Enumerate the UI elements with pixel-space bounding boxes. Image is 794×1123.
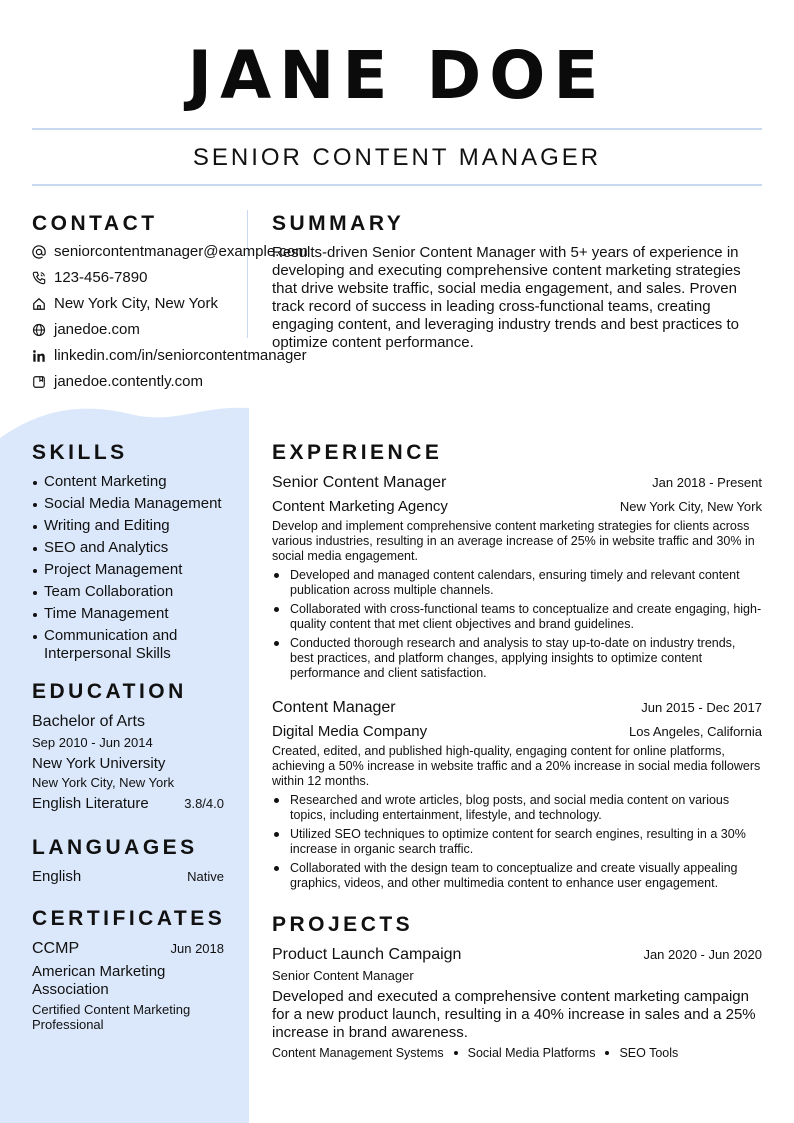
- summary-heading: SUMMARY: [272, 212, 405, 235]
- education-heading: EDUCATION: [32, 680, 187, 703]
- list-item: Time Management: [32, 605, 244, 623]
- project-tags: [272, 1045, 762, 1061]
- job-title: Content Manager: [272, 699, 396, 716]
- list-item: SEO and Analytics: [32, 539, 244, 557]
- experience-job-1: [272, 473, 762, 685]
- phone-icon: [32, 271, 46, 285]
- home-icon: [32, 297, 46, 311]
- education-gpa: 3.8/4.0: [184, 796, 224, 811]
- experience-heading: EXPERIENCE: [272, 441, 443, 464]
- certificate-name: CCMP: [32, 940, 80, 957]
- skills-list: [32, 473, 244, 667]
- job-location: New York City, New York: [619, 499, 762, 514]
- job-description: Develop and implement comprehensive content marketing strategies for clients across various industries, resulting in an average increase of 25% in website traffic and 30% in social media engagement.: [272, 519, 755, 563]
- job-bullets: [272, 793, 762, 891]
- list-item: Writing and Editing: [32, 517, 244, 535]
- education-dates: Sep 2010 - Jun 2014: [32, 735, 153, 750]
- education-location: New York City, New York: [32, 775, 175, 790]
- job-location: Los Angeles, California: [629, 724, 762, 739]
- globe-icon: [32, 323, 46, 337]
- list-item: Collaborated with cross-functional teams to conceptualize and create engaging, high-quality content that met client objectives and brand guidelines.: [272, 602, 762, 632]
- list-item: Conducted thorough research and analysis to stay up-to-date on industry trends, best practices, and platform changes, applying insights to optimize content performance and client satisfaction.: [272, 636, 762, 681]
- job-company: Digital Media Company: [272, 723, 428, 740]
- language-name: English: [32, 868, 82, 885]
- tag-separator: [605, 1051, 609, 1055]
- certificate-issuer: American Marketing Association: [32, 963, 166, 998]
- experience-job-2: [272, 698, 762, 895]
- projects-heading: PROJECTS: [272, 913, 414, 936]
- project-dates: Jan 2020 - Jun 2020: [643, 947, 762, 962]
- certificates-heading: CERTIFICATES: [32, 907, 226, 930]
- contact-location-text: New York City, New York: [54, 295, 218, 312]
- project-tag: Content Management Systems: [272, 1046, 444, 1060]
- education-entry: [32, 712, 224, 813]
- project-tag: Social Media Platforms: [467, 1046, 596, 1060]
- contact-linkedin-text: linkedin.com/in/seniorcontentmanager: [54, 347, 307, 364]
- job-description: Created, edited, and published high-quality, engaging content for online platforms, achieving a 50% increase in website traffic and a 20% increase in social media followers within 12 months.: [272, 744, 761, 788]
- education-degree: Bachelor of Arts: [32, 713, 145, 730]
- list-item: Team Collaboration: [32, 583, 244, 601]
- contact-linkedin[interactable]: [32, 345, 307, 367]
- contact-location: [32, 293, 218, 315]
- list-item: Utilized SEO techniques to optimize content for search engines, resulting in a 30% increase in organic search traffic.: [272, 827, 762, 857]
- project-role: Senior Content Manager: [272, 968, 414, 983]
- job-company: Content Marketing Agency: [272, 498, 448, 515]
- education-school: New York University: [32, 755, 166, 772]
- contact-email-text: seniorcontentmanager@example.com: [54, 243, 308, 260]
- certificate-description: Certified Content Marketing Professional: [32, 1002, 191, 1032]
- project-name: Product Launch Campaign: [272, 946, 462, 963]
- project-tag: SEO Tools: [619, 1046, 679, 1060]
- languages-heading: LANGUAGES: [32, 836, 198, 859]
- contact-portfolio-text: janedoe.contently.com: [54, 373, 203, 390]
- list-item: Researched and wrote articles, blog posts, and social media content on various topics, including entertainment, lifestyle, and technology.: [272, 793, 762, 823]
- list-item: Developed and managed content calendars, ensuring timely and relevant content publication across multiple channels.: [272, 568, 762, 598]
- header-divider-top: [32, 128, 762, 130]
- summary-text: Results-driven Senior Content Manager with 5+ years of experience in developing and executing comprehensive content marketing strategies that drive website traffic, social media engagement, and sales. Proven track record of success in leading cross-functional teams, creating engaging content, and leveraging industry trends and best practices to optimize content performance.: [272, 244, 741, 351]
- at-icon: [32, 245, 46, 259]
- contact-heading: CONTACT: [32, 212, 158, 235]
- portfolio-icon: [32, 375, 46, 389]
- column-divider: [247, 210, 248, 338]
- job-dates: Jun 2015 - Dec 2017: [641, 700, 762, 715]
- list-item: Content Marketing: [32, 473, 244, 491]
- contact-email[interactable]: [32, 241, 308, 263]
- project-description: Developed and executed a comprehensive content marketing campaign for a new product launch, resulting in a 40% increase in sales and a 25% increase in brand awareness.: [272, 988, 756, 1041]
- candidate-title: SENIOR CONTENT MANAGER: [192, 144, 602, 171]
- certificate-entry: [32, 939, 224, 1032]
- tag-separator: [454, 1051, 458, 1055]
- job-bullets: [272, 568, 762, 681]
- contact-portfolio[interactable]: [32, 371, 203, 393]
- list-item: Social Media Management: [32, 495, 244, 513]
- skills-heading: SKILLS: [32, 441, 128, 464]
- contact-phone[interactable]: [32, 267, 147, 289]
- list-item: Project Management: [32, 561, 244, 579]
- contact-website[interactable]: [32, 319, 140, 341]
- certificate-date: Jun 2018: [170, 941, 224, 956]
- project-entry: [272, 945, 762, 1061]
- header-divider-bottom: [32, 184, 762, 186]
- list-item: Collaborated with the design team to conceptualize and create visually appealing graphics, videos, and other multimedia content to enhance user engagement.: [272, 861, 762, 891]
- language-row: [32, 867, 224, 886]
- language-level: Native: [187, 869, 224, 884]
- job-title: Senior Content Manager: [272, 474, 447, 491]
- list-item: Communication and Interpersonal Skills: [32, 627, 224, 663]
- candidate-name: JANE DOE: [187, 37, 607, 114]
- contact-phone-text: 123-456-7890: [54, 269, 148, 286]
- contact-website-text: janedoe.com: [54, 321, 140, 338]
- linkedin-icon: [32, 349, 46, 363]
- job-dates: Jan 2018 - Present: [652, 475, 762, 490]
- education-field: English Literature: [32, 795, 149, 812]
